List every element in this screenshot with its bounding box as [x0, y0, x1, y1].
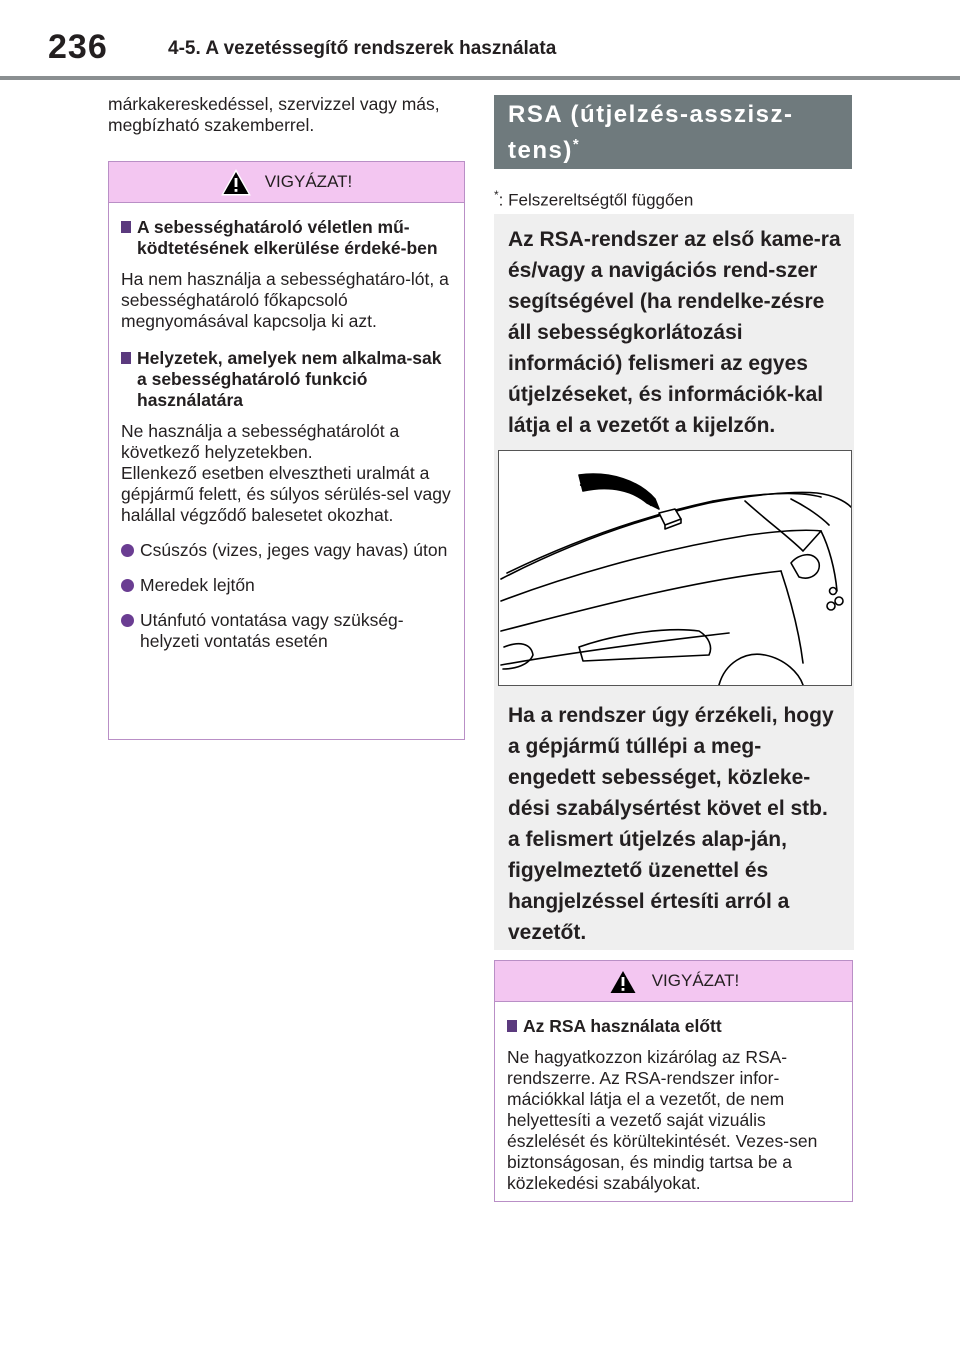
square-bullet-icon: [121, 221, 131, 233]
warning-triangle-icon: [608, 968, 638, 995]
list-item: Utánfutó vontatása vagy szükség-helyzeti vontatás esetén: [121, 610, 452, 652]
section-title: 4-5. A vezetéssegítő rendszerek használata: [168, 38, 557, 59]
warning-heading: Az RSA használata előtt: [507, 1016, 840, 1037]
warning-title: VIGYÁZAT!: [264, 172, 353, 191]
intro-text: márkakereskedéssel, szervizzel vagy más, megbízható szakemberrel.: [108, 94, 440, 135]
warning-text: Ha nem használja a sebességhatáro-lót, a sebességhatároló főkapcsoló megnyomásával kapcsolja ki azt.: [121, 269, 449, 331]
list-item: Meredek lejtőn: [121, 575, 452, 596]
rsa-section-title: RSA (útjelzés-asszisz-tens)*: [494, 95, 852, 169]
warning-text: Ellenkező esetben elvesztheti uralmát a gépjármű felett, és súlyos sérülés-sel vagy halállal végződő balesetet okozhat.: [121, 463, 451, 525]
warning-header: [495, 961, 852, 1002]
square-bullet-icon: [121, 352, 131, 364]
header-rule: [0, 76, 960, 80]
round-bullet-icon: [121, 544, 134, 557]
car-camera-illustration: [498, 450, 852, 686]
rsa-info-box: [494, 214, 854, 950]
rsa-description: Az RSA-rendszer az első kame-ra és/vagy a navigációs rend-szer segítségével (ha rendelke-zésre áll sebességkorlátozási információ) felismeri az egyes útjelzéseket, és információk-kal látja el a vezetőt a kijelzőn.: [508, 228, 841, 437]
warning-heading: A sebességhatároló véletlen mű-ködtetésének elkerülése érdeké-ben: [121, 217, 452, 259]
title-asterisk: *: [572, 136, 581, 153]
warning-text: Ne használja a sebességhatárolót a következő helyzetekben.: [121, 421, 400, 462]
warning-text: Ne hagyatkozzon kizárólag az RSA-rendszerre. Az RSA-rendszer infor-mációkkal látja el a vezetőt, de nem helyettesíti a vezető saját vizuális észlelését és körültekintését. Vezes-sen biztonságosan, és mindig tartsa be a közlekedési szabályokat.: [507, 1047, 818, 1193]
warning-title: VIGYÁZAT!: [651, 971, 740, 990]
round-bullet-icon: [121, 579, 134, 592]
page-number: 236: [48, 28, 108, 66]
list-item: Csúszós (vizes, jeges vagy havas) úton: [121, 540, 452, 561]
warning-header: [109, 162, 464, 203]
warning-heading: Helyzetek, amelyek nem alkalma-sak a sebességhatároló funkció használatára: [121, 348, 452, 411]
warning-box-rsa: [494, 960, 853, 1202]
rsa-warning-description: Ha a rendszer úgy érzékeli, hogy a gépjármű túllépi a meg-engedett sebességet, közleke-dési szabálysértést követ el stb. a felismert útjelzés alap-ján, figyelmeztető üzenettel és hangjelzéssel értesíti arról a vezetőt.: [508, 704, 834, 944]
warning-box-speed-limiter: [108, 161, 465, 740]
square-bullet-icon: [507, 1020, 517, 1032]
round-bullet-icon: [121, 614, 134, 627]
warning-triangle-icon: [221, 169, 251, 196]
footnote: *: Felszereltségtől függően: [494, 188, 694, 210]
